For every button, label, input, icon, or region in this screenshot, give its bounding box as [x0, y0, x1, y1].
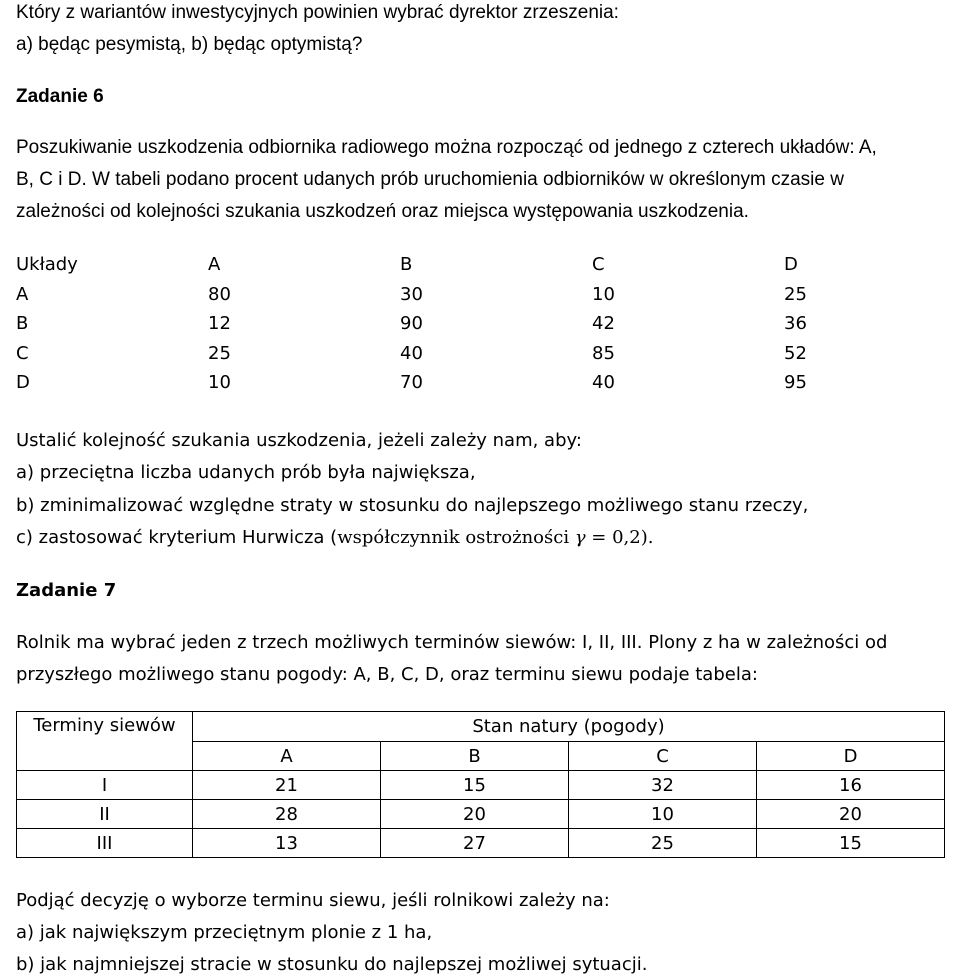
task7-question-b: b) jak najmniejszej stracie w stosunku do najlepszej możliwej sytuacji.: [16, 954, 648, 975]
table-row: [16, 309, 924, 339]
table-cell: 70: [400, 372, 423, 394]
table-cell: 10: [208, 372, 231, 394]
task6-table: [16, 250, 924, 398]
task6-para-line-2: B, C i D. W tabeli podano procent udanych prób uruchomienia odbiorników w określonym czasie w: [16, 169, 844, 190]
table-header-cell: C: [592, 254, 605, 276]
task6-para-line-3: zależności od kolejności szukania uszkodzeń oraz miejsca występowania uszkodzenia.: [16, 201, 749, 222]
task6-question-a: a) przeciętna liczba udanych prób była największa,: [16, 462, 476, 483]
table-row: [16, 339, 924, 369]
table-cell: 25: [784, 283, 807, 305]
task7-table: [16, 711, 945, 858]
table-cell: 10: [592, 283, 615, 305]
table-cell: 32: [569, 771, 757, 800]
intro-line-2: a) będąc pesymistą, b) będąc optymistą?: [16, 34, 363, 55]
table-cell: 90: [400, 313, 423, 335]
table-cell: B: [16, 313, 29, 335]
table-cell: 36: [784, 313, 807, 335]
task7-para-line-2: przyszłego możliwego stanu pogody: A, B, C, D, oraz terminu siewu podaje tabela:: [16, 664, 758, 685]
intro-line-1: Który z wariantów inwestycyjnych powinien wybrać dyrektor zrzeszenia:: [16, 2, 619, 23]
table-cell: 12: [208, 313, 231, 335]
table-cell: 28: [193, 800, 381, 829]
table-cell: 15: [381, 771, 569, 800]
task7-question-a: a) jak największym przeciętnym plonie z 1 ha,: [16, 922, 433, 943]
table-cell: II: [17, 800, 193, 829]
task6-question-intro: Ustalić kolejność szukania uszkodzenia, jeżeli zależy nam, aby:: [16, 430, 582, 451]
table-header-cell: Terminy siewów: [17, 712, 193, 771]
task7-para-line-1: Rolnik ma wybrać jeden z trzech możliwych terminów siewów: I, II, III. Plony z ha w zależności od: [16, 632, 888, 653]
table-header-cell: Stan natury (pogody): [193, 712, 945, 742]
question-c-text: c) zastosować kryterium Hurwicza (: [16, 527, 338, 548]
table-cell: 40: [400, 342, 423, 364]
task6-para-line-1: Poszukiwanie uszkodzenia odbiornika radiowego można rozpocząć od jednego z czterech układów: A,: [16, 137, 877, 158]
table-header-cell: D: [757, 742, 945, 771]
table-cell: 80: [208, 283, 231, 305]
table-row: [17, 771, 945, 800]
table-cell: C: [16, 342, 29, 364]
table-cell: 20: [381, 800, 569, 829]
table-cell: 95: [784, 372, 807, 394]
table-cell: I: [17, 771, 193, 800]
hurwicz-coefficient-formula: [337, 527, 653, 548]
table-cell: 25: [208, 342, 231, 364]
table-cell: 20: [757, 800, 945, 829]
table-cell: 15: [757, 829, 945, 858]
table-cell: 40: [592, 372, 615, 394]
table-header-cell: D: [784, 254, 798, 276]
table-header-cell: B: [400, 254, 413, 276]
table-cell: 10: [569, 800, 757, 829]
table-cell: 42: [592, 313, 615, 335]
table-cell: D: [16, 372, 30, 394]
table-header-cell: B: [381, 742, 569, 771]
table-cell: 30: [400, 283, 423, 305]
table-row: [16, 250, 924, 280]
table-cell: 13: [193, 829, 381, 858]
task6-question-b: b) zminimalizować względne straty w stosunku do najlepszego możliwego stanu rzeczy,: [16, 495, 809, 516]
formula-rest: = 0,2).: [585, 527, 654, 548]
table-cell: 21: [193, 771, 381, 800]
table-row: [17, 829, 945, 858]
table-row: [17, 712, 945, 742]
formula-variable: γ: [574, 527, 586, 548]
table-cell: 27: [381, 829, 569, 858]
task7-heading: Zadanie 7: [16, 580, 117, 601]
task6-heading: Zadanie 6: [16, 86, 104, 107]
table-cell: 25: [569, 829, 757, 858]
table-header-cell: A: [193, 742, 381, 771]
formula-word: współczynnik ostrożności: [337, 527, 570, 548]
table-cell: III: [17, 829, 193, 858]
table-header-cell: Układy: [16, 254, 78, 276]
task7-question-intro: Podjąć decyzję o wyborze terminu siewu, jeśli rolnikowi zależy na:: [16, 890, 610, 911]
table-row: [16, 368, 924, 398]
table-cell: 52: [784, 342, 807, 364]
table-header-cell: C: [569, 742, 757, 771]
table-row: [16, 280, 924, 310]
task6-question-c: [16, 527, 653, 548]
table-header-cell: A: [208, 254, 221, 276]
table-cell: 85: [592, 342, 615, 364]
table-cell: 16: [757, 771, 945, 800]
table-row: [17, 800, 945, 829]
table-cell: A: [16, 283, 29, 305]
